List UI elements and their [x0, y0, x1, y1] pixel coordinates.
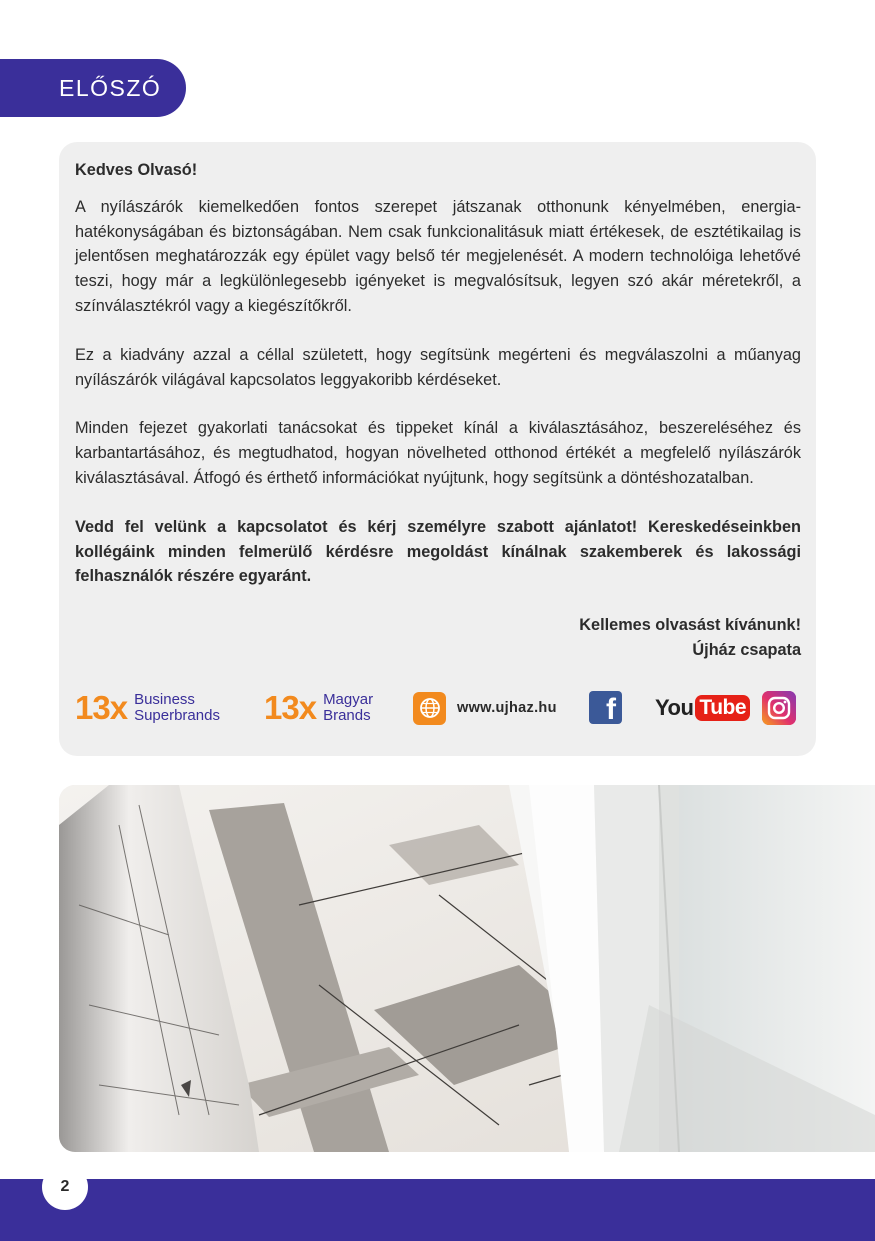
paragraph-chapters: Minden fejezet gyakorlati tanácsokat és tippeket kínál a kiválasztásához, beszereléséhez és karbantartásához, és megtudhatod, hogyan növelheted otthonod értékét a megfelelő nyílászárók kiválasztásával. Átfogó és érthető információkat nyújtunk, hogy segítsünk a döntéshozatalban. [75, 419, 801, 487]
magyar-label [323, 692, 373, 724]
business-superbrands-badge [75, 690, 220, 726]
facebook-glyph: f [606, 693, 616, 726]
section-title: ELŐSZÓ [59, 74, 162, 101]
footer-bar [0, 1179, 875, 1241]
signoff-team: Újház csapata [692, 640, 801, 659]
youtube-you: You [655, 694, 694, 720]
youtube-tube: Tube [695, 695, 750, 721]
magyar-brands-badge [264, 690, 373, 726]
instagram-icon[interactable] [762, 691, 796, 725]
business-label [134, 692, 220, 724]
brand-badges-row [75, 690, 801, 726]
facebook-icon[interactable] [589, 691, 622, 724]
signoff-wish: Kellemes olvasást kívánunk! [579, 616, 801, 635]
paragraph-intro: A nyílászárók kiemelkedően fontos szerepet játszanak otthonunk kényelmében, energia-hatékonyságában és biztonságában. Nem csak funkcionalitásuk miatt értékesek, de esztétikailag is jelentősen meghatározzák egy épület vagy belső tér megjelenését. A modern technolóiga lehetővé teszi, hogy már a legkülönlegesebb igényeket is megvalósítsuk, legyen szó akár méretekről, a színválasztékról vagy a kiegészítőkről. [75, 197, 801, 315]
paragraph-purpose: Ez a kiadvány azzal a céllal született, hogy segítsünk megérteni és megválaszolni a műanyag nyílászárók világával kapcsolatos leggyakoribb kérdéseket. [75, 345, 801, 389]
business-label-line2: Superbrands [134, 707, 220, 724]
foreword-card [59, 142, 816, 756]
foreword-text [75, 158, 801, 663]
greeting: Kedves Olvasó! [75, 161, 198, 179]
paragraph-contact: Vedd fel velünk a kapcsolatot és kérj személyre szabott ajánlatot! Kereskedéseinkben kollégáink minden felmerülő kérdésre megoldást kínálnak szakemberek és lakossági felhasználók részére egyaránt. [75, 517, 801, 586]
section-header-tab [0, 59, 186, 117]
website-url[interactable]: www.ujhaz.hu [457, 700, 557, 716]
magyar-label-line2: Brands [323, 707, 371, 724]
window-blueprint-photo [59, 785, 875, 1152]
page-number: 2 [42, 1164, 88, 1210]
website-link[interactable] [413, 690, 557, 726]
globe-icon [413, 692, 446, 725]
youtube-icon[interactable] [655, 692, 750, 723]
magyar-count: 13x [264, 689, 317, 726]
magyar-label-line1: Magyar [323, 691, 374, 708]
business-label-line1: Business [134, 691, 195, 708]
business-count: 13x [75, 689, 128, 726]
